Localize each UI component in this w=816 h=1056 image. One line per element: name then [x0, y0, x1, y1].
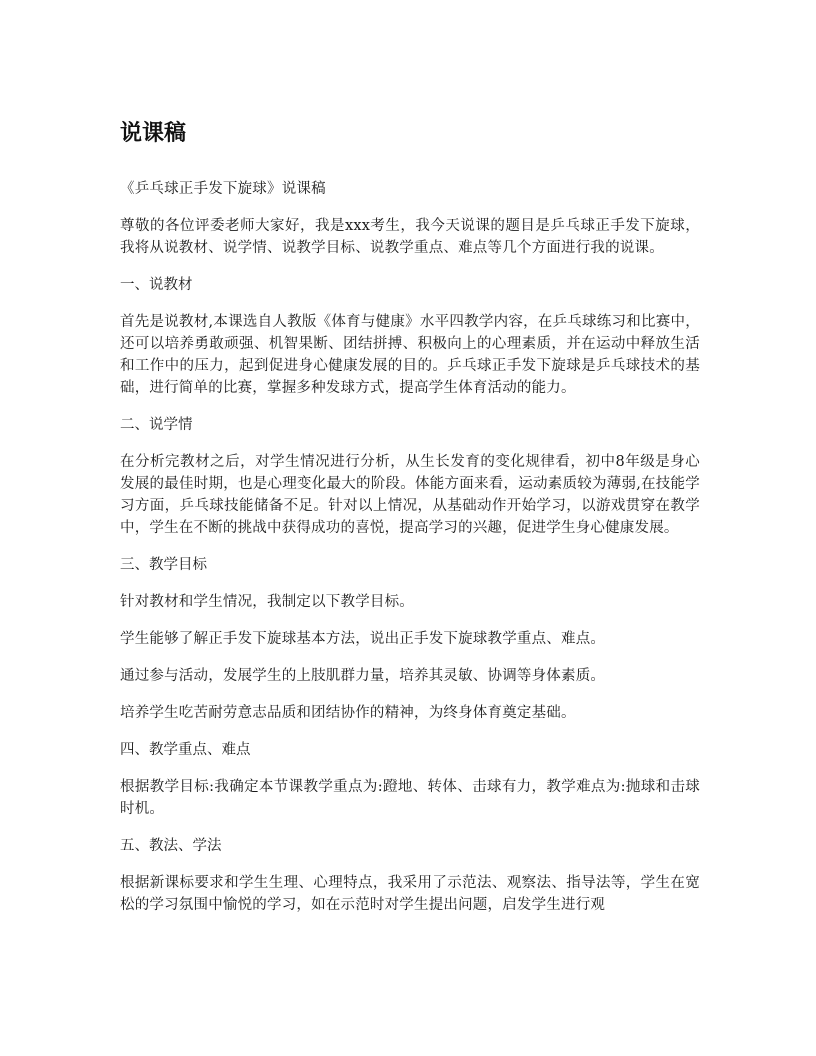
- document-page: [120, 118, 700, 931]
- section-heading-objectives: 三、教学目标: [120, 557, 207, 573]
- section-paragraph-methods: 根据新课标要求和学生生理、心理特点，我采用了示范法、观察法、指导法等，学生在宽松的学习氛围中愉悦的学习，如在示范时对学生提出问题，启发学生进行观: [120, 875, 700, 913]
- section-heading-textbook: 一、说教材: [120, 277, 193, 293]
- section-paragraph-students: 在分析完教材之后，对学生情况进行分析，从生长发育的变化规律看，初中8年级是身心发展的最佳时期，也是心理变化最大的阶段。体能方面来看，运动素质较为薄弱,在技能学习方面，乒乓球技能储备不足。针对以上情况，从基础动作开始学习，以游戏贯穿在教学中，学生在不断的挑战中获得成功的喜悦，提高学习的兴趣，促进学生身心健康发展。: [120, 454, 700, 536]
- section-heading-key-points: 四、教学重点、难点: [120, 742, 251, 758]
- section-heading-students: 二、说学情: [120, 417, 193, 433]
- intro-paragraph: 尊敬的各位评委老师大家好，我是xxx考生，我今天说课的题目是乒乓球正手发下旋球，我将从说教材、说学情、说教学目标、说教学重点、难点等几个方面进行我的说课。: [120, 218, 700, 256]
- section-paragraph-textbook: 首先是说教材,本课选自人教版《体育与健康》水平四教学内容，在乒乓球练习和比赛中，还可以培养勇敢顽强、机智果断、团结拼搏、积极向上的心理素质，并在运动中释放生活和工作中的压力，起到促进身心健康发展的目的。乒乓球正手发下旋球是乒乓球技术的基础，进行简单的比赛，掌握多种发球方式，提高学生体育活动的能力。: [120, 314, 700, 396]
- objectives-paragraph-knowledge: 学生能够了解正手发下旋球基本方法，说出正手发下旋球教学重点、难点。: [120, 631, 606, 647]
- section-heading-methods: 五、教法、学法: [120, 838, 222, 854]
- document-subtitle: 《乒乓球正手发下旋球》说课稿: [120, 181, 326, 197]
- document-title: 说课稿: [120, 121, 187, 146]
- objectives-paragraph-skills: 通过参与活动，发展学生的上肢肌群力量，培养其灵敏、协调等身体素质。: [120, 668, 606, 684]
- objectives-paragraph-intro: 针对教材和学生情况，我制定以下教学目标。: [120, 594, 414, 610]
- section-paragraph-key-points: 根据教学目标:我确定本节课教学重点为:蹬地、转体、击球有力，教学难点为:抛球和击球时机。: [120, 779, 700, 817]
- objectives-paragraph-attitude: 培养学生吃苦耐劳意志品质和团结协作的精神，为终身体育奠定基础。: [120, 705, 576, 721]
